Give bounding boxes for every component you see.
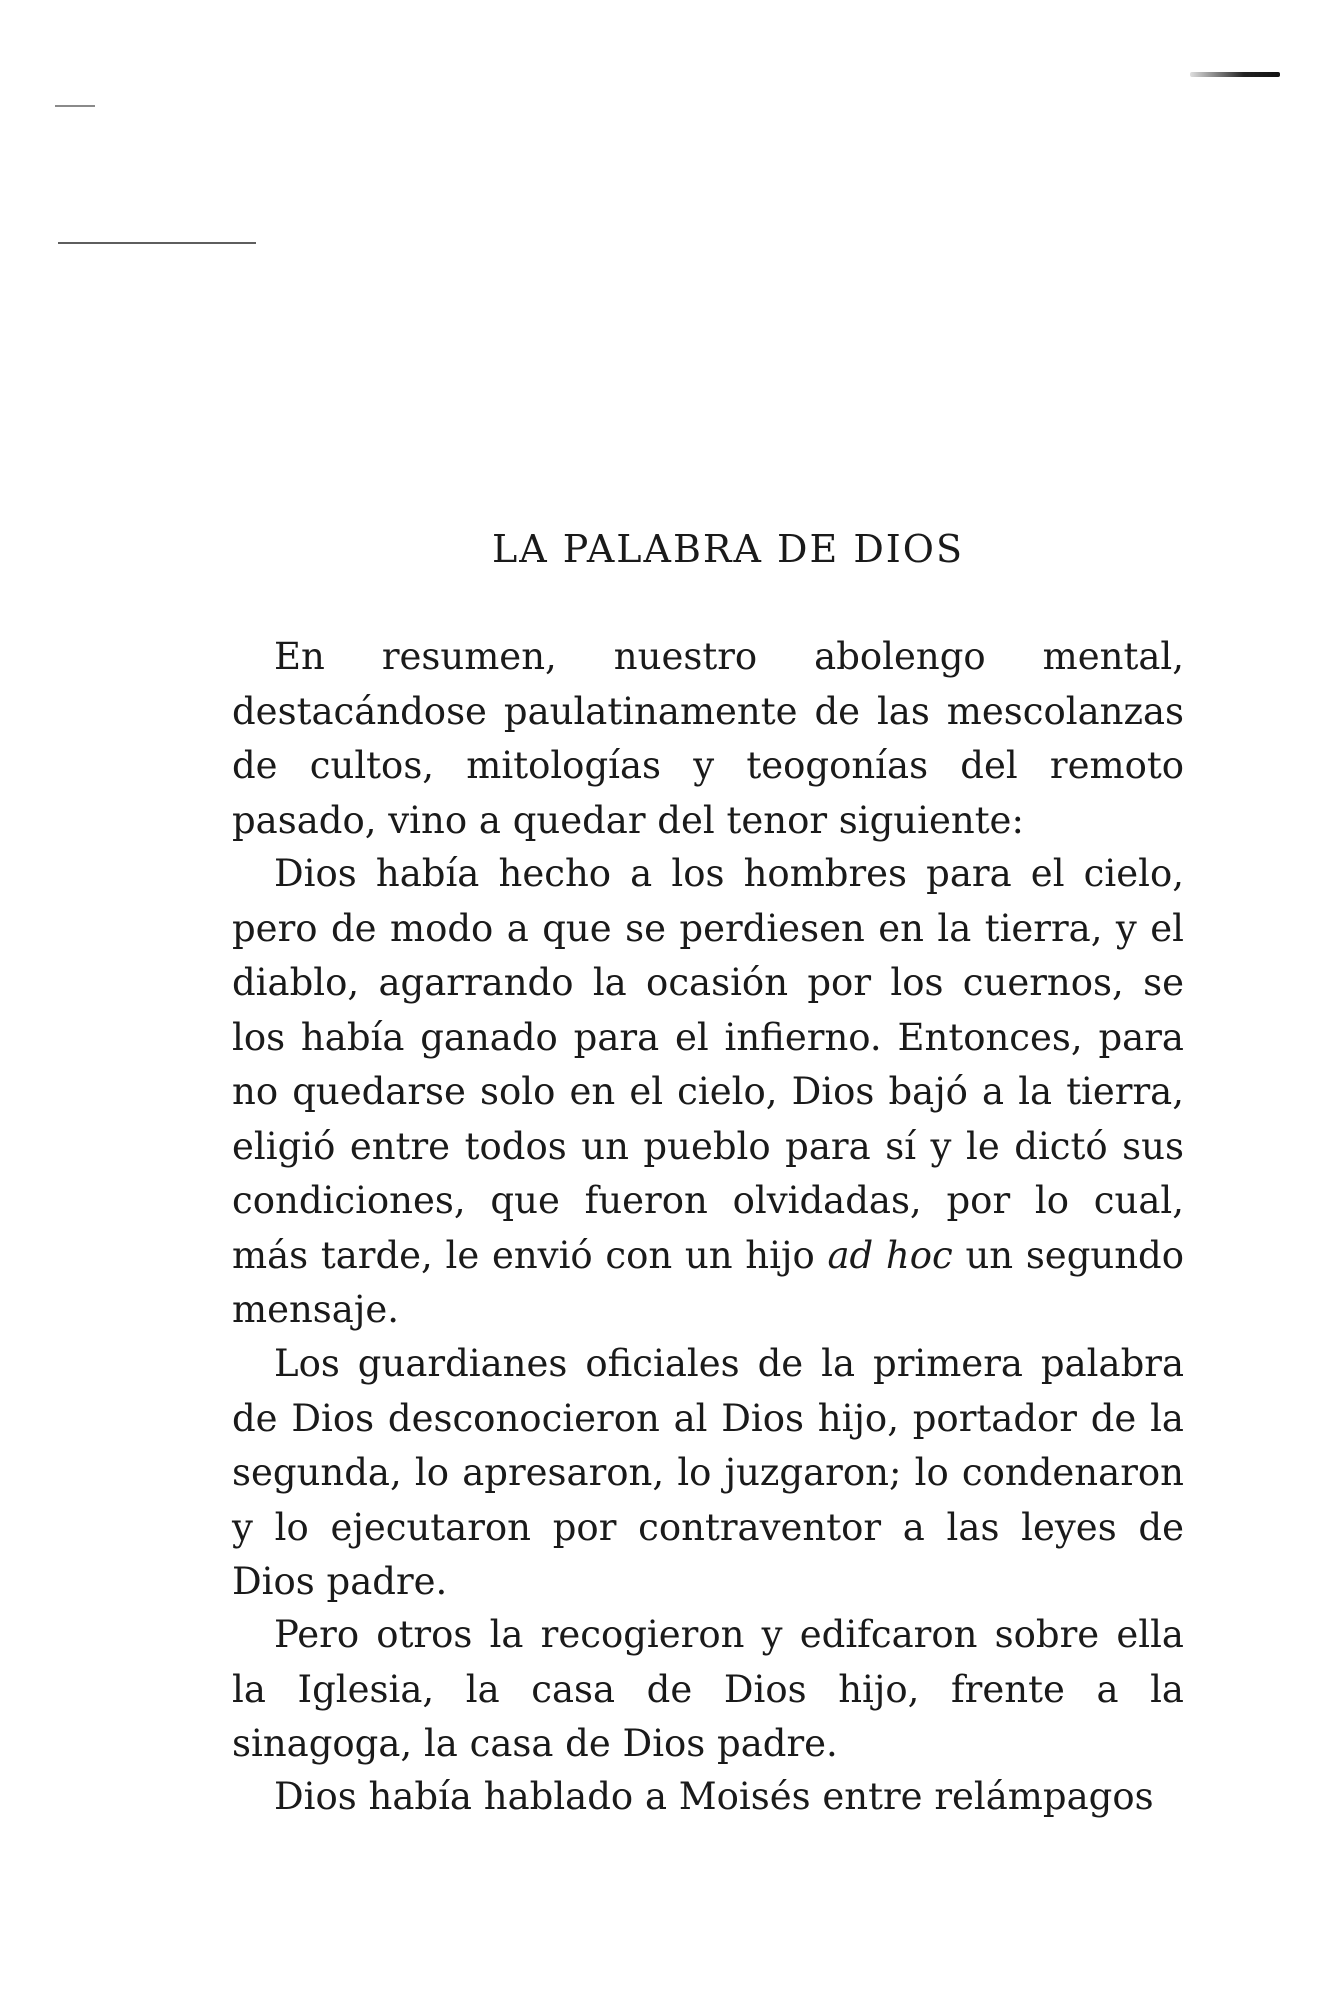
paragraph: Pero otros la recogieron y edifcaron sobre ella la Iglesia, la casa de Dios hijo, frente a la sinagoga, la casa de Dios padre. (232, 1613, 1184, 1765)
paragraph: Los guardianes oficiales de la primera palabra de Dios desconocieron al Dios hijo, portador de la segunda, lo apresaron, lo juzgaron; lo condenaron y lo ejecutaron por contraventor a las leyes de Dios padre. (232, 1342, 1184, 1603)
paragraph (232, 847, 1184, 1338)
paragraph: Dios había hablado a Moisés entre relámpagos (274, 1775, 1154, 1818)
paragraph-text: un segundo mensaje. (232, 1233, 1185, 1331)
chapter-heading: LA PALABRA DE DIOS (492, 527, 964, 571)
scan-artifact-mark (55, 105, 95, 107)
scan-artifact-line (58, 242, 256, 244)
paragraph-italic-phrase: ad hoc (827, 1233, 953, 1277)
scan-artifact-mark (1190, 72, 1280, 77)
paragraph-text: Dios había hecho a los hombres para el cielo, pero de modo a que se perdiesen en la tierra, y el diablo, agarrando la ocasión por los cuernos, se los había ganado para el infierno. Entonces, para no quedarse solo en el cielo, Dios bajó a la tierra, eligió entre todos un pueblo para sí y le dictó sus condiciones, que fueron olvidadas, por lo cual, más tarde, le envió con un hijo (232, 852, 1184, 1277)
paragraph: En resumen, nuestro abolengo mental, destacándose paulatinamente de las mescolanzas de cultos, mitologías y teogonías del remoto pasado, vino a quedar del tenor siguiente: (232, 635, 1184, 842)
